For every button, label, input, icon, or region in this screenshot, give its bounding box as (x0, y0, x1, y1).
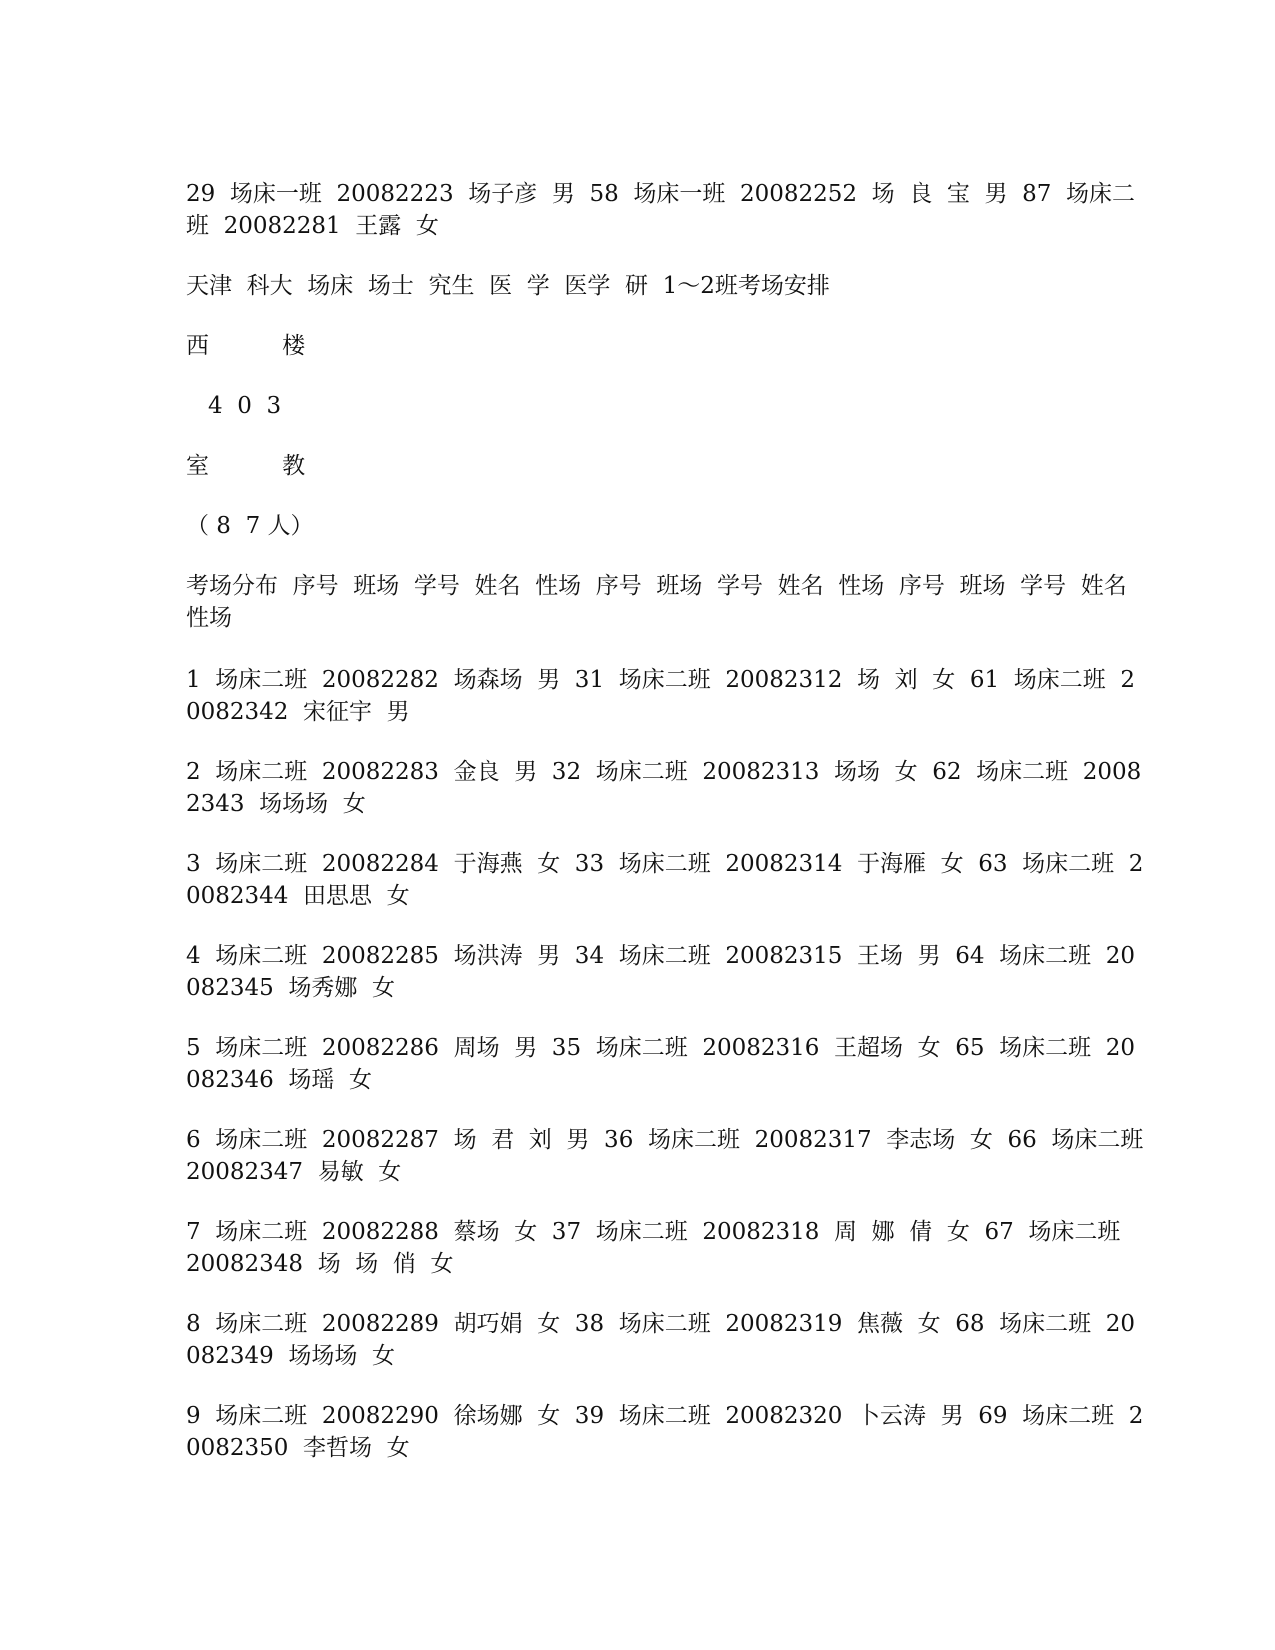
exam-arrangement-title: 天津 科大 场床 场士 究生 医 学 医学 研 1～2班考场安排 (186, 273, 830, 299)
roster-line: 8 场床二班 20082289 胡巧娟 女 38 场床二班 20082319 焦薇 女 68 场床二班 20082349 场场场 女 (186, 1311, 1136, 1369)
roster-line: 3 场床二班 20082284 于海燕 女 33 场床二班 20082314 于海雁 女 63 场床二班 20082344 田思思 女 (186, 851, 1144, 909)
headcount: （ 8 7 人） (186, 513, 314, 539)
classroom-label: 室 教 (186, 453, 306, 479)
roster-line: 9 场床二班 20082290 徐场娜 女 39 场床二班 20082320 卜云涛 男 69 场床二班 20082350 李哲场 女 (186, 1403, 1144, 1461)
roster-line: 5 场床二班 20082286 周场 男 35 场床二班 20082316 王超场 女 65 场床二班 20082346 场瑶 女 (186, 1035, 1136, 1093)
building-label: 西 楼 (186, 333, 306, 359)
roster-line: 1 场床二班 20082282 场森场 男 31 场床二班 20082312 场 刘 女 61 场床二班 20082342 宋征宇 男 (186, 667, 1136, 725)
roster-line: 7 场床二班 20082288 蔡场 女 37 场床二班 20082318 周 娜 倩 女 67 场床二班 20082348 场 场 俏 女 (186, 1219, 1136, 1277)
roster-line: 4 场床二班 20082285 场洪涛 男 34 场床二班 20082315 王场 男 64 场床二班 20082345 场秀娜 女 (186, 943, 1136, 1001)
roster-line: 6 场床二班 20082287 场 君 刘 男 36 场床二班 20082317 李志场 女 66 场床二班 20082347 易敏 女 (186, 1127, 1159, 1185)
roster-line: 2 场床二班 20082283 金良 男 32 场床二班 20082313 场场 女 62 场床二班 20082343 场场场 女 (186, 759, 1142, 817)
table-header: 考场分布 序号 班场 学号 姓名 性场 序号 班场 学号 姓名 性场 序号 班场 学号 姓名 性场 (186, 573, 1142, 631)
roster-line-29-58-87: 29 场床一班 20082223 场子彦 男 58 场床一班 20082252 场 良 宝 男 87 场床二班 20082281 王露 女 (186, 181, 1136, 239)
room-number: 4 0 3 (186, 393, 282, 419)
